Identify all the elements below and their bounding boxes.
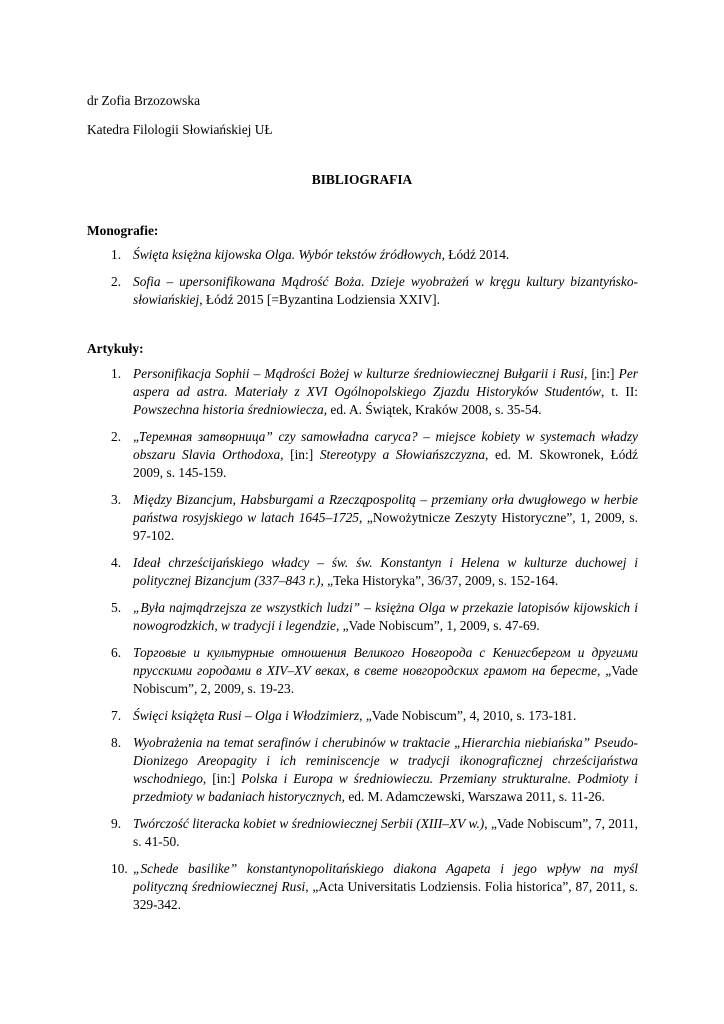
item-number: 2. <box>111 429 122 444</box>
work-details: , „Teka Historyka”, 36/37, 2009, s. 152-164. <box>320 573 559 588</box>
item-number: 4. <box>111 555 122 570</box>
section-heading-artykuly: Artykuły: <box>87 341 144 356</box>
work-details: , [in:] <box>202 771 242 786</box>
item-number: 2. <box>111 274 122 289</box>
work-details: , [in:] <box>583 366 619 381</box>
work-title: „Теремная затворница” czy samowładna caryca? – miejsce kobiety w systemach władzy obszaru Slavia Orthodoxa <box>133 429 638 462</box>
work-title: Między Bizancjum, Habsburgami a Rzecząpospolitą – przemiany orła dwugłowego w herbie państwa rosyjskiego w latach 1645–1725 <box>133 492 638 525</box>
item-number: 7. <box>111 708 122 723</box>
work-title: Twórczość literacka kobiet w średniowiecznej Serbii (XIII–XV w.) <box>133 816 485 831</box>
work-title: Święta księżna kijowska Olga. Wybór tekstów źródłowych <box>133 247 442 262</box>
page-title: BIBLIOGRAFIA <box>311 172 413 187</box>
list-item <box>87 734 638 806</box>
work-title: Торговые и культурные отношения Великого Новгорода с Кенигсбергом и другими прусскими городами в XIV–XV веках, в свете новгородских грамот на бересте <box>133 645 638 678</box>
list-item <box>87 644 638 698</box>
list-item <box>87 428 638 482</box>
item-number: 10. <box>111 861 128 876</box>
list-item <box>87 707 638 725</box>
work-title: „Schede basilike” konstantynopolitańskiego diakona Agapeta i jego wpływ na myśl polityczną średniowiecznej Rusi <box>133 861 638 894</box>
item-number: 9. <box>111 816 122 831</box>
list-item <box>87 860 638 914</box>
work-details: , „Acta Universitatis Lodziensis. Folia historica”, 87, 2011, s. 329-342. <box>133 879 639 912</box>
item-number: 8. <box>111 735 122 750</box>
work-title: Personifikacja Sophii – Mądrości Bożej w kulturze średniowiecznej Bułgarii i Rusi <box>133 366 584 381</box>
work-title: Per aspera ad astra. Materiały z XVI Ogólnopolskiego Zjazdu Historyków Studentów <box>133 366 638 399</box>
list-item <box>87 365 638 419</box>
work-details: , ed. M. Skowronek, Łódź 2009, s. 145-159. <box>133 447 638 480</box>
work-title: Stereotypy a Słowiańszczyzna <box>319 447 486 462</box>
work-details: , [in:] <box>280 447 320 462</box>
department-name: Katedra Filologii Słowiańskiej UŁ <box>87 122 273 137</box>
work-details: , t. II: <box>600 384 639 399</box>
list-item <box>87 554 638 590</box>
work-title: Ideał chrześcijańskiego władcy – św. św. Konstantyn i Helena w kulturze duchowej i politycznej Bizancjum (337–843 r.) <box>133 555 638 588</box>
list-item <box>87 599 638 635</box>
work-details: , „Vade Nobiscum”, 2, 2009, s. 19-23. <box>133 663 638 696</box>
work-details: , ed. M. Adamczewski, Warszawa 2011, s. 11-26. <box>341 789 605 804</box>
work-details: , „Vade Nobiscum”, 4, 2010, s. 173-181. <box>359 708 577 723</box>
item-number: 5. <box>111 600 122 615</box>
list-item <box>87 246 638 264</box>
section-heading-monografie: Monografie: <box>87 223 159 238</box>
work-title: Święci książęta Rusi – Olga i Włodzimierz <box>133 708 360 723</box>
work-title: Wyobrażenia na temat serafinów i cherubinów w traktacie „Hierarchia niebiańska” Pseudo-Dionizego Areopagity i ich reminiscencje w tradycji ikonograficznej chrześcijaństwa wschodniego <box>133 735 638 786</box>
work-details: , Łódź 2014. <box>441 247 510 262</box>
work-details: , Łódź 2015 [=Byzantina Lodziensia XXIV]. <box>199 292 440 307</box>
list-item <box>87 491 638 545</box>
artykuly-list <box>87 365 638 923</box>
item-number: 3. <box>111 492 122 507</box>
author-name: dr Zofia Brzozowska <box>87 93 201 108</box>
item-number: 1. <box>111 366 122 381</box>
item-number: 1. <box>111 247 122 262</box>
work-title: Sofia – upersonifikowana Mądrość Boża. Dzieje wyobrażeń w kręgu kultury bizantyńsko-słowiańskiej <box>133 274 638 307</box>
list-item <box>87 815 638 851</box>
work-details: , „Vade Nobiscum”, 7, 2011, s. 41-50. <box>133 816 638 849</box>
work-details: , ed. A. Świątek, Kraków 2008, s. 35-54. <box>323 402 542 417</box>
monografie-list <box>87 246 638 318</box>
work-details: , „Nowożytnicze Zeszyty Historyczne”, 1, 2009, s. 97-102. <box>133 510 638 543</box>
item-number: 6. <box>111 645 122 660</box>
work-details: , „Vade Nobiscum”, 1, 2009, s. 47-69. <box>335 618 540 633</box>
work-title: Powszechna historia średniowiecza <box>133 402 324 417</box>
work-title: Polska i Europa w średniowieczu. Przemiany strukturalne. Podmioty i przedmioty w badaniach historycznych <box>133 771 638 804</box>
list-item <box>87 273 638 309</box>
work-title: „Była najmądrzejsza ze wszystkich ludzi” – księżna Olga w przekazie latopisów kijowskich i nowogrodzkich, w tradycji i legendzie <box>133 600 638 633</box>
